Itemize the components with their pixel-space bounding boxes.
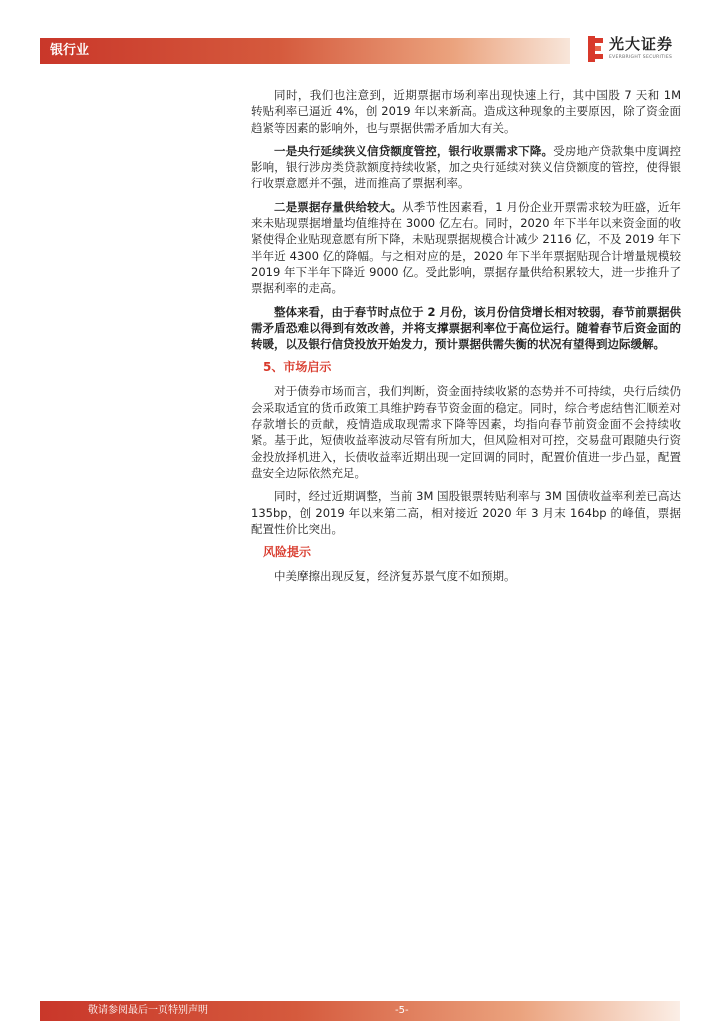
brand-name: 光大证券 <box>609 35 674 53</box>
paragraph-supply <box>251 199 681 297</box>
everbright-logo-icon <box>585 34 605 64</box>
report-body <box>251 87 681 591</box>
page-number: -5- <box>395 1005 409 1016</box>
paragraph-supply-text: 从季节性因素看，1 月份企业开票需求较为旺盛，近年来未贴现票据增量均值维持在 3000 亿左右。同时，2020 年下半年以来资金面的收紧使得企业贴现意愿有所下降，未贴现票据规模合计减少 2116 亿，不及 2019 年下半年近 4300 亿的降幅。与之相对应的是，2020 年下半年票据贴现合计增量规模较 2019 年下半年下降近 9000 亿。受此影响，票据存量供给积累较大，进一步推升了票据利率的走高。 <box>251 199 681 296</box>
paragraph-risk: 中美摩擦出现反复，经济复苏景气度不如预期。 <box>274 569 516 584</box>
paragraph-credit-control-text: 受房地产贷款集中度调控影响，银行涉房类贷款额度持续收紧，加之央行延续对狭义信贷额度的管控，使得银行收票意愿并不强，进而推高了票据利率。 <box>251 143 682 191</box>
paragraph-bond-market: 对于债券市场而言，我们判断，资金面持续收紧的态势并不可持续，央行后续仍会采取适宜的货币政策工具维护跨春节资金面的稳定。同时，综合考虑结售汇顺差对存款增长的贡献，疫情造成取现需求下降等因素，均指向春节前资金面不会持续收紧。基于此，短债收益率波动尽管有所加大，但风险相对可控，交易盘可跟随央行资金投放择机进入，长债收益率近期出现一定回调的同时，配置价值进一步凸显，配置盘安全边际依然充足。 <box>251 384 681 480</box>
paragraph-credit-control-lead: 一是央行延续狭义信贷额度管控，银行收票需求下降。 <box>274 143 554 158</box>
paragraph-rate-rise: 同时，我们也注意到，近期票据市场利率出现快速上行，其中国股 7 天和 1M 转贴利率已逼近 4%，创 2019 年以来新高。造成这种现象的主要原因，除了资金面趋紧等因素的影响外，也与票据供需矛盾加大有关。 <box>251 88 681 135</box>
footer-disclaimer: 敬请参阅最后一页特别声明 <box>88 1005 208 1016</box>
industry-title: 银行业 <box>50 43 90 58</box>
paragraph-summary: 整体来看，由于春节时点位于 2 月份，该月份信贷增长相对较弱，春节前票据供需矛盾恐难以得到有效改善，并将支撑票据利率位于高位运行。随着春节后资金面的转暖，以及银行信贷投放开始发力，预计票据供需失衡的状况有望得到边际缓解。 <box>251 304 682 352</box>
footer-bar <box>40 1001 680 1021</box>
brand-subtitle: EVERBRIGHT SECURITIES <box>609 55 673 60</box>
paragraph-spread: 同时，经过近期调整，当前 3M 国股银票转贴利率与 3M 国债收益率利差已高达 135bp，创 2019 年以来第二高，相对接近 2020 年 3 月末 164bp 的峰值，票据配置性价比突出。 <box>251 489 681 536</box>
header-bar <box>40 38 570 64</box>
paragraph-credit-control <box>251 143 681 192</box>
brand-logo-block <box>585 34 695 68</box>
section-risk-title: 风险提示 <box>263 545 312 560</box>
section-market-implications-title: 5、市场启示 <box>263 360 332 375</box>
paragraph-supply-lead: 二是票据存量供给较大。 <box>274 199 403 214</box>
